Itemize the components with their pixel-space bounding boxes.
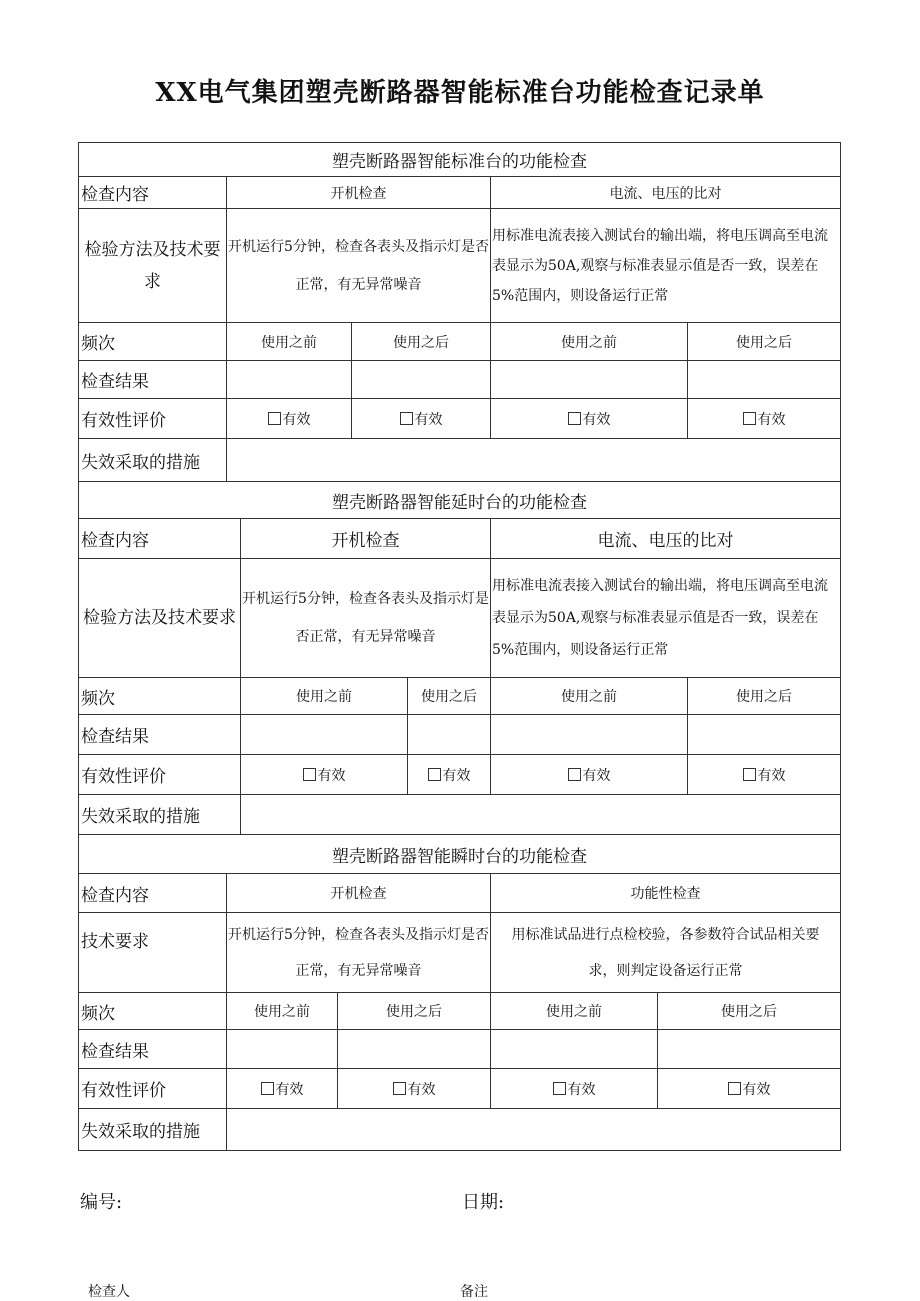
result-cell[interactable] — [688, 361, 841, 399]
freq-after: 使用之后 — [408, 678, 491, 715]
result-cell[interactable] — [227, 1030, 338, 1069]
requirement-1: 开机运行5分钟，检查各表头及指示灯是否正常，有无异常噪音 — [227, 209, 491, 323]
freq-after: 使用之后 — [352, 323, 491, 361]
valid-text: 有效 — [414, 411, 443, 428]
freq-after: 使用之后 — [658, 993, 841, 1030]
valid-checkbox[interactable] — [303, 768, 316, 781]
valid-checkbox[interactable] — [268, 412, 281, 425]
method-label: 检验方法及技术要求 — [79, 209, 227, 323]
measure-cell[interactable] — [241, 795, 841, 835]
content-label: 检查内容 — [79, 177, 227, 209]
measure-cell[interactable] — [227, 1109, 841, 1151]
section-heading: 塑壳断路器智能延时台的功能检查 — [79, 482, 841, 519]
result-label: 检查结果 — [79, 1030, 227, 1069]
freq-before: 使用之前 — [227, 993, 338, 1030]
check-item-2: 电流、电压的比对 — [491, 519, 841, 559]
result-cell[interactable] — [338, 1030, 491, 1069]
valid-checkbox[interactable] — [568, 768, 581, 781]
check-item-2: 功能性检查 — [491, 874, 841, 913]
valid-checkbox[interactable] — [568, 412, 581, 425]
method-label: 检验方法及技术要求 — [79, 559, 241, 678]
measure-label: 失效采取的措施 — [79, 795, 241, 835]
date-label: 日期: — [462, 1192, 505, 1213]
check-item-1: 开机检查 — [241, 519, 491, 559]
tech-label: 技术要求 — [79, 913, 227, 993]
result-cell[interactable] — [227, 361, 352, 399]
freq-before: 使用之前 — [227, 323, 352, 361]
requirement-1: 开机运行5分钟，检查各表头及指示灯是否正常，有无异常噪音 — [241, 559, 491, 678]
measure-label: 失效采取的措施 — [79, 1109, 227, 1151]
requirement-2: 用标准电流表接入测试台的输出端，将电压调高至电流表显示为50A,观察与标准表显示值是否一致，误差在5%范围内，则设备运行正常 — [491, 559, 841, 678]
freq-before: 使用之前 — [491, 678, 688, 715]
check-item-1: 开机检查 — [227, 177, 491, 209]
measure-cell[interactable] — [227, 439, 841, 482]
result-cell[interactable] — [688, 715, 841, 755]
section-instant-table — [78, 834, 841, 1151]
valid-text: 有效 — [282, 411, 311, 428]
valid-text: 有效 — [317, 767, 346, 784]
valid-text: 有效 — [582, 411, 611, 428]
freq-before: 使用之前 — [241, 678, 408, 715]
freq-label: 频次 — [79, 323, 227, 361]
section-heading: 塑壳断路器智能瞬时台的功能检查 — [79, 835, 841, 874]
valid-checkbox[interactable] — [393, 1082, 406, 1095]
requirement-2: 用标准电流表接入测试台的输出端，将电压调高至电流表显示为50A,观察与标准表显示值是否一致，误差在5%范围内，则设备运行正常 — [491, 209, 841, 323]
freq-after: 使用之后 — [688, 678, 841, 715]
freq-label: 频次 — [79, 993, 227, 1030]
eval-label: 有效性评价 — [79, 755, 241, 795]
result-cell[interactable] — [491, 715, 688, 755]
valid-checkbox[interactable] — [743, 768, 756, 781]
result-cell[interactable] — [408, 715, 491, 755]
valid-text: 有效 — [275, 1081, 304, 1098]
valid-text: 有效 — [442, 767, 471, 784]
result-label: 检查结果 — [79, 361, 227, 399]
requirement-1: 开机运行5分钟，检查各表头及指示灯是否正常，有无异常噪音 — [227, 913, 491, 993]
valid-checkbox[interactable] — [261, 1082, 274, 1095]
result-cell[interactable] — [241, 715, 408, 755]
content-label: 检查内容 — [79, 519, 241, 559]
valid-checkbox[interactable] — [743, 412, 756, 425]
inspector-label: 检查人 — [88, 1284, 130, 1300]
freq-before: 使用之前 — [491, 323, 688, 361]
valid-text: 有效 — [742, 1081, 771, 1098]
valid-text: 有效 — [757, 411, 786, 428]
page-title: XX电气集团塑壳断路器智能标准台功能检查记录单 — [155, 78, 765, 108]
check-item-2: 电流、电压的比对 — [491, 177, 841, 209]
requirement-2: 用标准试品进行点检校验，各参数符合试品相关要求，则判定设备运行正常 — [491, 913, 841, 993]
result-cell[interactable] — [352, 361, 491, 399]
result-cell[interactable] — [658, 1030, 841, 1069]
section-delay-table — [78, 481, 841, 835]
check-item-1: 开机检查 — [227, 874, 491, 913]
valid-text: 有效 — [567, 1081, 596, 1098]
freq-after: 使用之后 — [688, 323, 841, 361]
eval-label: 有效性评价 — [79, 1069, 227, 1109]
remark-label: 备注 — [460, 1284, 488, 1300]
result-cell[interactable] — [491, 361, 688, 399]
valid-text: 有效 — [582, 767, 611, 784]
valid-checkbox[interactable] — [553, 1082, 566, 1095]
valid-checkbox[interactable] — [400, 412, 413, 425]
valid-text: 有效 — [757, 767, 786, 784]
result-label: 检查结果 — [79, 715, 241, 755]
content-label: 检查内容 — [79, 874, 227, 913]
eval-label: 有效性评价 — [79, 399, 227, 439]
freq-before: 使用之前 — [491, 993, 658, 1030]
measure-label: 失效采取的措施 — [79, 439, 227, 482]
valid-checkbox[interactable] — [428, 768, 441, 781]
section-heading: 塑壳断路器智能标准台的功能检查 — [79, 143, 841, 177]
valid-checkbox[interactable] — [728, 1082, 741, 1095]
freq-after: 使用之后 — [338, 993, 491, 1030]
section-standard-table — [78, 142, 841, 482]
result-cell[interactable] — [491, 1030, 658, 1069]
valid-text: 有效 — [407, 1081, 436, 1098]
number-label: 编号: — [80, 1192, 123, 1213]
freq-label: 频次 — [79, 678, 241, 715]
